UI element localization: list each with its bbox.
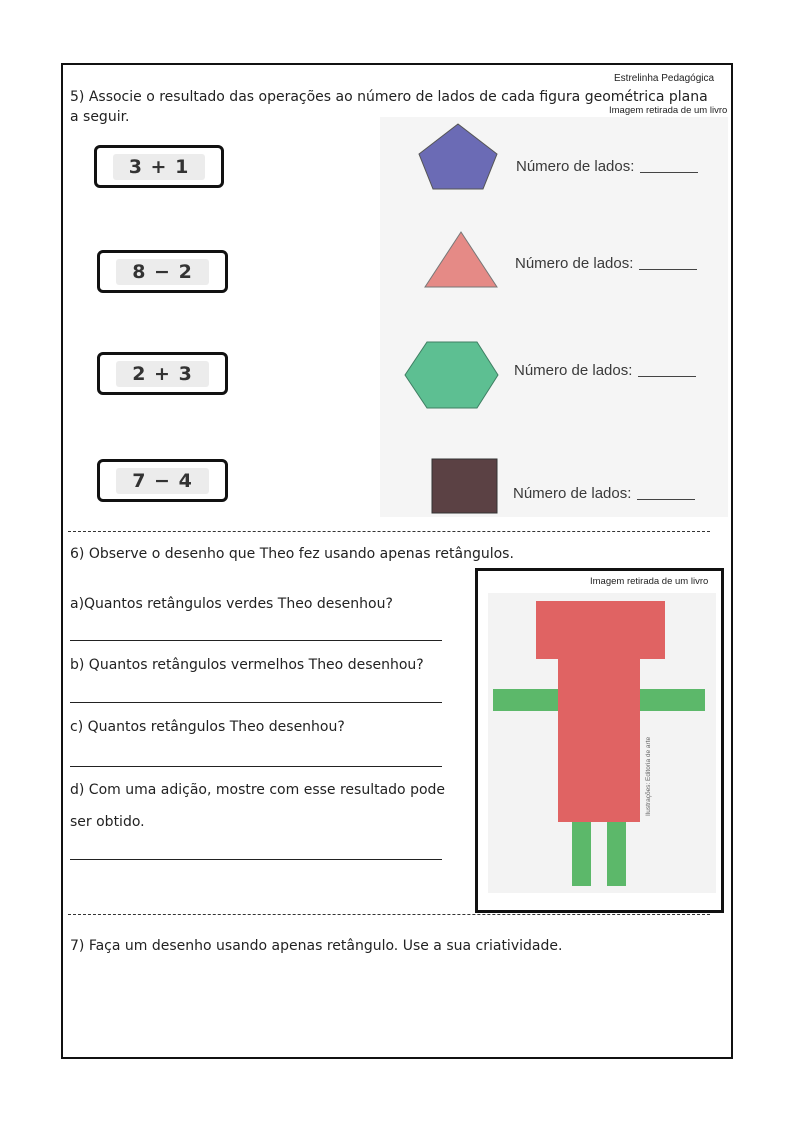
sides-label-1 — [516, 158, 698, 175]
q6-b-answer-line[interactable] — [70, 702, 442, 703]
sides-label-3 — [514, 362, 696, 379]
q6-c-answer-line[interactable] — [70, 766, 442, 767]
q6-b-text: b) Quantos retângulos vermelhos Theo desenhou? — [70, 657, 424, 673]
operation-box-2 — [97, 250, 228, 293]
separator-2 — [68, 914, 710, 915]
q6-a-answer-line[interactable] — [70, 640, 442, 641]
operation-text-2: 8 − 2 — [116, 259, 209, 285]
sides-label-text-2: Número de lados: — [515, 255, 634, 272]
image-credit-theo: Imagem retirada de um livro — [590, 576, 709, 587]
q7-text: 7) Faça um desenho usando apenas retângulo. Use a sua criatividade. — [70, 938, 563, 954]
sides-blank-3 — [638, 376, 696, 377]
separator-1 — [68, 531, 710, 532]
sides-blank-2 — [639, 269, 697, 270]
theo-robot-svg — [488, 593, 716, 893]
figure-caption: Ilustrações: Editoria de arte — [645, 736, 652, 816]
robot-head-rect — [536, 601, 665, 659]
sides-label-text-1: Número de lados: — [516, 158, 635, 175]
sides-label-text-4: Número de lados: — [513, 485, 632, 502]
robot-left-leg-rect — [572, 822, 591, 886]
image-credit-top: Imagem retirada de um livro — [609, 105, 728, 116]
operation-box-3 — [97, 352, 228, 395]
q6-c-text: c) Quantos retângulos Theo desenhou? — [70, 719, 345, 735]
q5-text-line1: 5) Associe o resultado das operações ao número de lados de cada figura geométrica plana — [70, 89, 708, 105]
q6-a-text: a)Quantos retângulos verdes Theo desenhou? — [70, 596, 393, 612]
sides-blank-1 — [640, 172, 698, 173]
pentagon-shape — [419, 124, 497, 189]
robot-right-arm-rect — [640, 689, 705, 711]
q6-d-answer-line[interactable] — [70, 859, 442, 860]
robot-right-leg-rect — [607, 822, 626, 886]
operation-box-1 — [94, 145, 224, 188]
robot-body-rect — [558, 659, 640, 822]
operation-text-3: 2 + 3 — [116, 361, 209, 387]
operation-box-4 — [97, 459, 228, 502]
brand-credit: Estrelinha Pedagógica — [614, 73, 715, 84]
robot-left-arm-rect — [493, 689, 558, 711]
sides-label-4 — [513, 485, 695, 502]
triangle-shape — [425, 232, 497, 287]
operation-text-1: 3 + 1 — [113, 154, 206, 180]
shapes-image — [380, 117, 728, 517]
q7-drawing-area[interactable] — [70, 965, 720, 1050]
sides-label-text-3: Número de lados: — [514, 362, 633, 379]
shapes-svg — [380, 117, 728, 517]
q6-d-text-line1: d) Com uma adição, mostre com esse resultado pode — [70, 782, 446, 798]
hexagon-shape — [405, 342, 498, 408]
square-shape — [432, 459, 497, 513]
sides-blank-4 — [637, 499, 695, 500]
operation-text-4: 7 − 4 — [116, 468, 209, 494]
q6-d-text-line2: ser obtido. — [70, 814, 145, 830]
q5-text-line2: a seguir. — [70, 109, 130, 125]
sides-label-2 — [515, 255, 697, 272]
q6-intro: 6) Observe o desenho que Theo fez usando apenas retângulos. — [70, 546, 514, 562]
theo-drawing-frame — [475, 568, 724, 913]
